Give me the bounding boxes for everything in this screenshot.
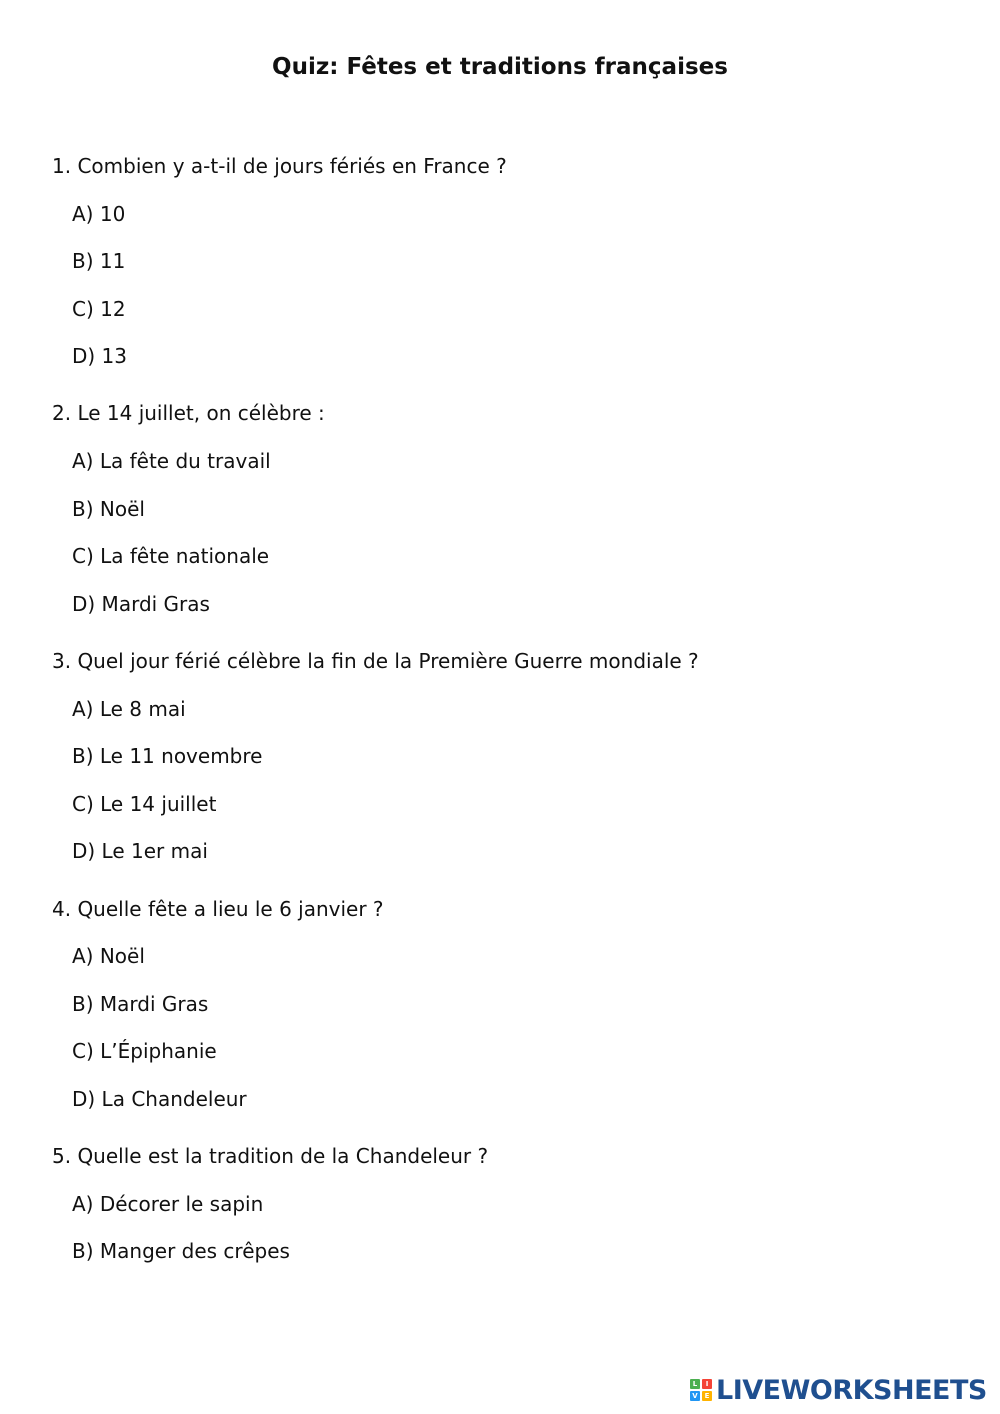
question-3-option-c: C) Le 14 juillet [72,792,217,816]
logo-letter-l: L [690,1379,700,1389]
question-1-option-d: D) 13 [72,344,128,368]
question-2-option-a: A) La fête du travail [72,449,271,473]
question-2-option-c: C) La fête nationale [72,544,270,568]
logo-letter-e: E [702,1391,712,1401]
logo-letter-v: V [690,1391,700,1401]
page-title: Quiz: Fêtes et traditions françaises [272,54,728,80]
question-4-option-d: D) La Chandeleur [72,1087,247,1111]
question-4-option-b: B) Mardi Gras [72,992,209,1016]
question-3-option-a: A) Le 8 mai [72,697,186,721]
question-2-option-d: D) Mardi Gras [72,592,210,616]
question-4-option-a: A) Noël [72,944,145,968]
question-2: 2. Le 14 juillet, on célèbre : [52,401,325,425]
question-3-option-d: D) Le 1er mai [72,839,208,863]
question-3-option-b: B) Le 11 novembre [72,744,263,768]
question-1-option-a: A) 10 [72,202,126,226]
question-2-option-b: B) Noël [72,497,145,521]
question-5: 5. Quelle est la tradition de la Chandeleur ? [52,1144,489,1168]
question-5-option-b: B) Manger des crêpes [72,1239,290,1263]
liveworksheets-logo [690,1374,990,1406]
question-1-option-b: B) 11 [72,249,126,273]
question-5-option-a: A) Décorer le sapin [72,1192,264,1216]
logo-letter-i: I [702,1379,712,1389]
brand-logo-icon [690,1379,712,1401]
question-4: 4. Quelle fête a lieu le 6 janvier ? [52,897,384,921]
brand-name: LIVEWORKSHEETS [716,1374,987,1406]
question-3: 3. Quel jour férié célèbre la fin de la Première Guerre mondiale ? [52,649,699,673]
question-1-option-c: C) 12 [72,297,126,321]
question-1: 1. Combien y a-t-il de jours fériés en France ? [52,154,507,178]
question-4-option-c: C) L’Épiphanie [72,1039,217,1063]
